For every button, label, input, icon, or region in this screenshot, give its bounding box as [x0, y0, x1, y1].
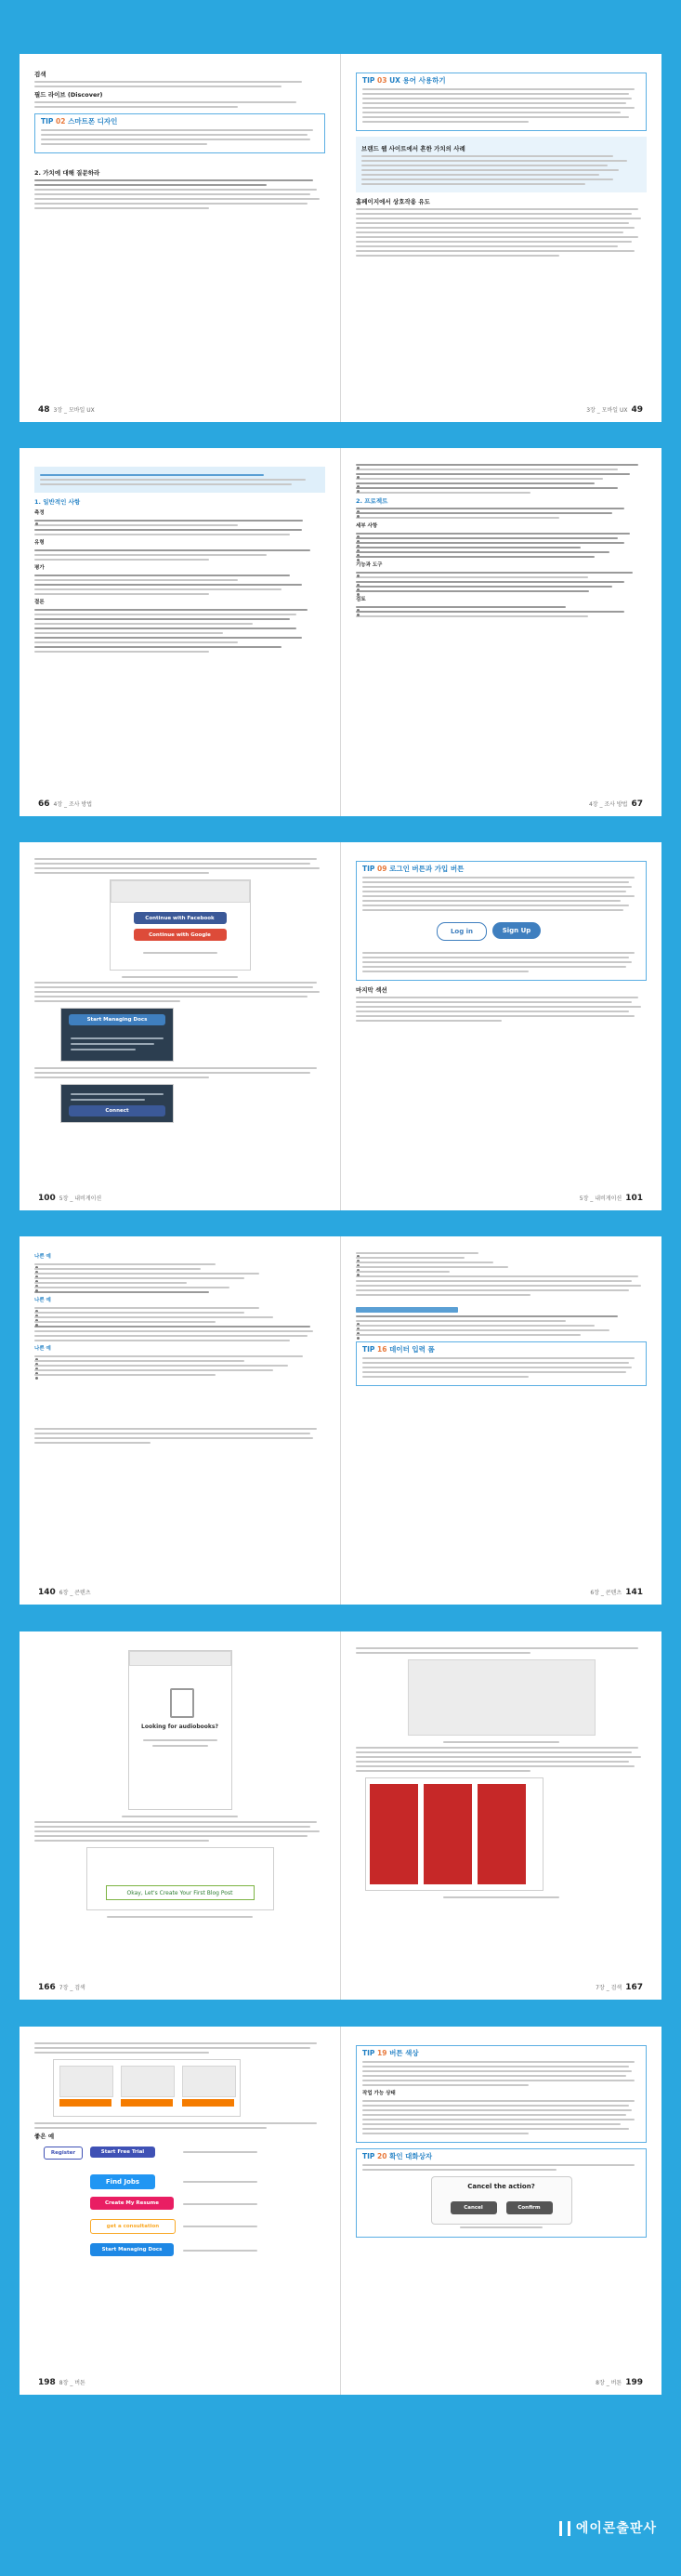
figure-screenshot-a: [408, 1659, 596, 1736]
spread-6: [20, 2027, 661, 2395]
connect-button[interactable]: Connect: [69, 1105, 165, 1116]
page-48: 검색 필드 라이브 (Discover) TIP 02 스마트폰 디자인 2. 가치에 대해 질문하라 48 3장 _ 모바일 UX: [20, 54, 340, 422]
spread-1: [20, 54, 661, 422]
page-66: 1. 일반적인 사항 측정 유형 평가 결론 66 4장 _ 조사 방법: [20, 448, 340, 816]
tip-20: TIP 20 확인 대화상자 Cancel the action? Cancel Confirm: [356, 2148, 647, 2238]
start-managing-docs-button[interactable]: Start Managing Docs: [69, 1014, 165, 1025]
figure-audiobooks: Looking for audiobooks?: [128, 1650, 232, 1810]
start-docs-button[interactable]: Start Managing Docs: [90, 2243, 174, 2256]
page-199: TIP 19 버튼 색상 작업 가능 상태 TIP 20 확인 대화상자 Cancel the action? Cancel Confirm 8장 _ 버튼 199: [341, 2027, 661, 2395]
figure-blog-post: Okay, Let's Create Your First Blog Post: [86, 1847, 274, 1910]
figure-start-docs: [60, 1008, 174, 1062]
book-icon: [170, 1688, 194, 1718]
tip-02: TIP 02 스마트폰 디자인: [34, 113, 325, 153]
tip-03: TIP 03 UX 용어 사용하기: [356, 73, 647, 131]
info-box: 브랜드 웹 사이트에서 흔한 가치의 사례: [356, 137, 647, 192]
spread-3: [20, 842, 661, 1210]
tip-19: TIP 19 버튼 색상 작업 가능 상태: [356, 2045, 647, 2143]
register-button[interactable]: Register: [44, 2147, 83, 2160]
page-101: TIP 09 로그인 버튼과 가입 버튼 Log in Sign Up 마지막 섹션 5장 _ 내비게이션 101: [341, 842, 661, 1210]
dialog-confirm-button[interactable]: Confirm: [506, 2201, 553, 2214]
figure-social-login: [110, 879, 251, 971]
consultation-button[interactable]: get a consultation: [90, 2219, 176, 2234]
page-167: 7장 _ 검색 167: [341, 1631, 661, 2000]
confirm-dialog: Cancel the action? Cancel Confirm: [431, 2176, 572, 2225]
figure-connect: [60, 1084, 174, 1123]
free-trial-button[interactable]: Start Free Trial: [90, 2147, 155, 2158]
figure-button-examples: [53, 2059, 241, 2117]
publisher-logo: 에이콘출판사: [559, 2518, 657, 2537]
find-jobs-button[interactable]: Find Jobs: [90, 2174, 155, 2189]
spread-4: [20, 1236, 661, 1605]
page-49: TIP 03 UX 용어 사용하기 브랜드 웹 사이트에서 흔한 가치의 사례 홈페이지에서 상호작용 유도 3장 _ 모바일 UX 49: [341, 54, 661, 422]
signup-button[interactable]: Sign Up: [492, 922, 541, 939]
page-67: 2. 프로젝트 세부 사항 기능과 도구 검토 4장 _ 조사 방법 67: [341, 448, 661, 816]
facebook-button[interactable]: Continue with Facebook: [134, 912, 227, 924]
figure-screenshot-b: [365, 1777, 543, 1891]
spread-5: [20, 1631, 661, 2000]
tip-16: TIP 16 데이터 입력 폼: [356, 1341, 647, 1386]
highlight-box: [34, 467, 325, 493]
page-141: TIP 16 데이터 입력 폼 6장 _ 콘텐츠 141: [341, 1236, 661, 1605]
page-140: 나쁜 예 나쁜 예 나쁜 예 140 6장 _ 콘텐츠: [20, 1236, 340, 1605]
google-button[interactable]: Continue with Google: [134, 929, 227, 941]
spread-2: [20, 448, 661, 816]
create-resume-button[interactable]: Create My Resume: [90, 2197, 174, 2210]
login-button[interactable]: Log in: [437, 922, 487, 941]
page-166: Looking for audiobooks? Okay, Let's Create Your First Blog Post 166 7장 _ 검색: [20, 1631, 340, 2000]
tip-09: TIP 09 로그인 버튼과 가입 버튼 Log in Sign Up: [356, 861, 647, 981]
page-100: Continue with Facebook Continue with Google Start Managing Docs Connect 100 5장 _ 내비게이션: [20, 842, 340, 1210]
page-198: 좋은 예 Register Start Free Trial Find Jobs Create My Resume get a consultation Start Managing Docs 198 8장 _ 버튼: [20, 2027, 340, 2395]
dialog-cancel-button[interactable]: Cancel: [451, 2201, 497, 2214]
